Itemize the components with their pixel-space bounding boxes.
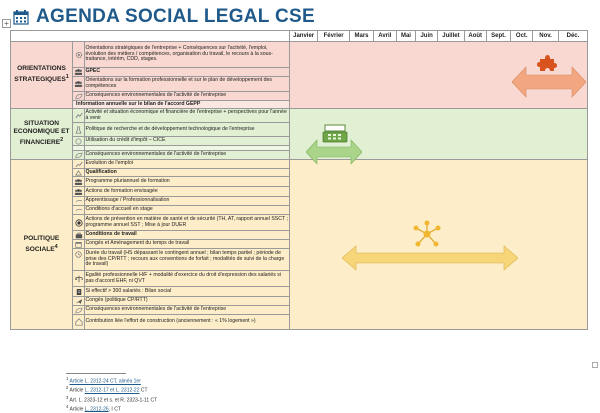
list-item: Programme pluriannuel de formation bbox=[85, 177, 290, 187]
list-item: Evolution de l'emploi bbox=[85, 160, 290, 169]
list-item: Congés (politique CP/RTT) bbox=[85, 297, 290, 306]
month-header: Nov. bbox=[533, 31, 559, 42]
puzzle-icon bbox=[537, 53, 557, 73]
flask-icon bbox=[73, 123, 85, 137]
target-icon bbox=[73, 215, 85, 231]
list-item: Utilisation du crédit d'impôt – CICE bbox=[85, 137, 290, 146]
footnote-4: $^4$ Article L. 2312-26, I CT bbox=[66, 403, 121, 413]
month-header: Mai bbox=[396, 31, 416, 42]
month-header: Juillet bbox=[438, 31, 465, 42]
list-item: Congés et Aménagement du temps de travail bbox=[85, 240, 290, 249]
cash-register-icon bbox=[322, 123, 348, 145]
doc-icon bbox=[73, 287, 85, 297]
calendar-icon bbox=[73, 240, 85, 249]
house-icon bbox=[73, 315, 85, 330]
footnote-divider bbox=[66, 373, 126, 374]
month-header: Juin bbox=[416, 31, 438, 42]
hand-icon bbox=[73, 197, 85, 206]
list-item: Contribution liée l'effort de construction (anciennement : « 1% logement ») bbox=[85, 315, 290, 330]
people-icon bbox=[73, 187, 85, 197]
section-label-situation: SITUATION ECONOMIQUE ET FINANCIERE$^2$ bbox=[11, 109, 73, 160]
leaf-icon bbox=[73, 92, 85, 101]
list-item: Activité et situation économique et financière de l'entreprise + perspectives pour l'année à venir bbox=[85, 109, 290, 123]
footnote-link[interactable]: L. 2312-26 bbox=[84, 406, 109, 413]
list-item: Si effectif > 300 salariés : Bilan social bbox=[85, 287, 290, 297]
graph-icon bbox=[73, 160, 85, 169]
agenda-table bbox=[10, 30, 588, 330]
list-item: Conditions de travail bbox=[85, 231, 290, 240]
calendar-icon bbox=[13, 9, 29, 25]
page-title: AGENDA SOCIAL LEGAL CSE bbox=[36, 6, 315, 27]
month-header: Février bbox=[318, 31, 350, 42]
chart-icon bbox=[73, 109, 85, 123]
month-header: Sept. bbox=[486, 31, 511, 42]
leaf-icon bbox=[73, 151, 85, 160]
month-header: Août bbox=[464, 31, 486, 42]
list-item: Qualification bbox=[85, 169, 290, 177]
scale-icon bbox=[73, 271, 85, 287]
info-line: Information annuelle sur le bilan de l'accord GEPP bbox=[73, 101, 290, 109]
list-item: Conséquences environnementales de l'activité de l'entreprise bbox=[85, 92, 290, 101]
list-item: Politique de recherche et de développement technologique de l'entreprise bbox=[85, 123, 290, 137]
footnotes bbox=[66, 376, 157, 413]
people-icon bbox=[73, 68, 85, 77]
list-item: Orientations stratégiques de l'entreprise + Conséquences sur l'activité, l'emploi, évolution des métiers / compétences, organisation du travail, le recours à la sous-traitance, intérim, CDD, stages. bbox=[85, 42, 290, 68]
list-item: Actions de formation envisagée bbox=[85, 187, 290, 197]
month-header: Mars bbox=[350, 31, 374, 42]
list-item: Egalité professionnelle H/F + modalité d'exercice du droit d'expression des salariés si pas d'accord EHF, ni QVT bbox=[85, 271, 290, 287]
resize-handle[interactable] bbox=[592, 362, 598, 368]
list-item: Actions de prévention en matière de santé et de sécurité (TH, AT, rapport annuel SSCT ; programme annuel SST ; Mise à jour DUER bbox=[85, 215, 290, 231]
leaf-icon bbox=[73, 306, 85, 315]
expand-icon[interactable]: + bbox=[2, 19, 11, 28]
list-item: Orientations sur la formation professionnelle et sur le plan de développement des compétences bbox=[85, 77, 290, 92]
footnote-link[interactable]: Article L. 2312-24 CT, alinéa 1er bbox=[69, 378, 141, 385]
hand-icon bbox=[73, 206, 85, 215]
footnote-2: $^2$ Article L. 2312-17 et L. 2312-22 CT bbox=[66, 385, 148, 394]
briefcase-icon bbox=[73, 231, 85, 240]
plane-icon bbox=[73, 297, 85, 306]
list-item: Durée du travail (HS dépassant le contingent annuel ; bilan temps partiel ; période de prise des CP/RTT ; recours aux conventions de forfait ; modalités de suivi de la charge de travail) bbox=[85, 249, 290, 271]
month-header: Oct. bbox=[511, 31, 533, 42]
network-icon bbox=[410, 219, 444, 249]
list-item: Conséquences environnementales de l'activité de l'entreprise bbox=[85, 151, 290, 160]
triangle-icon bbox=[73, 169, 85, 177]
month-header: Janvier bbox=[290, 31, 318, 42]
month-header: Déc. bbox=[558, 31, 587, 42]
list-item: Apprentissage / Professionnalisation bbox=[85, 197, 290, 206]
section-label-orientations: ORIENTATIONS STRATEGIQUES$^1$ bbox=[11, 42, 73, 109]
page-header bbox=[2, 4, 315, 30]
coin-icon bbox=[73, 137, 85, 146]
footnote-link[interactable]: L. 2312-17 et L. 2312-22 bbox=[84, 387, 140, 394]
clock-icon bbox=[73, 249, 85, 271]
footnote-3: $^3$ Art. L. 2323-12 et s. et R. 2323-1-11 CT bbox=[66, 394, 158, 404]
section-label-politique: POLITIQUE SOCIALE$^4$ bbox=[11, 160, 73, 330]
people-icon bbox=[73, 177, 85, 187]
list-item: Conditions d'accueil en stage bbox=[85, 206, 290, 215]
gear-icon bbox=[73, 42, 85, 68]
list-item: GPEC bbox=[85, 68, 290, 77]
list-item: Conséquences environnementales de l'activité de l'entreprise bbox=[85, 306, 290, 315]
people-icon bbox=[73, 77, 85, 92]
footnote-1: $^1$ Article L. 2312-24 CT, alinéa 1er bbox=[66, 376, 141, 385]
month-header: Avril bbox=[373, 31, 396, 42]
